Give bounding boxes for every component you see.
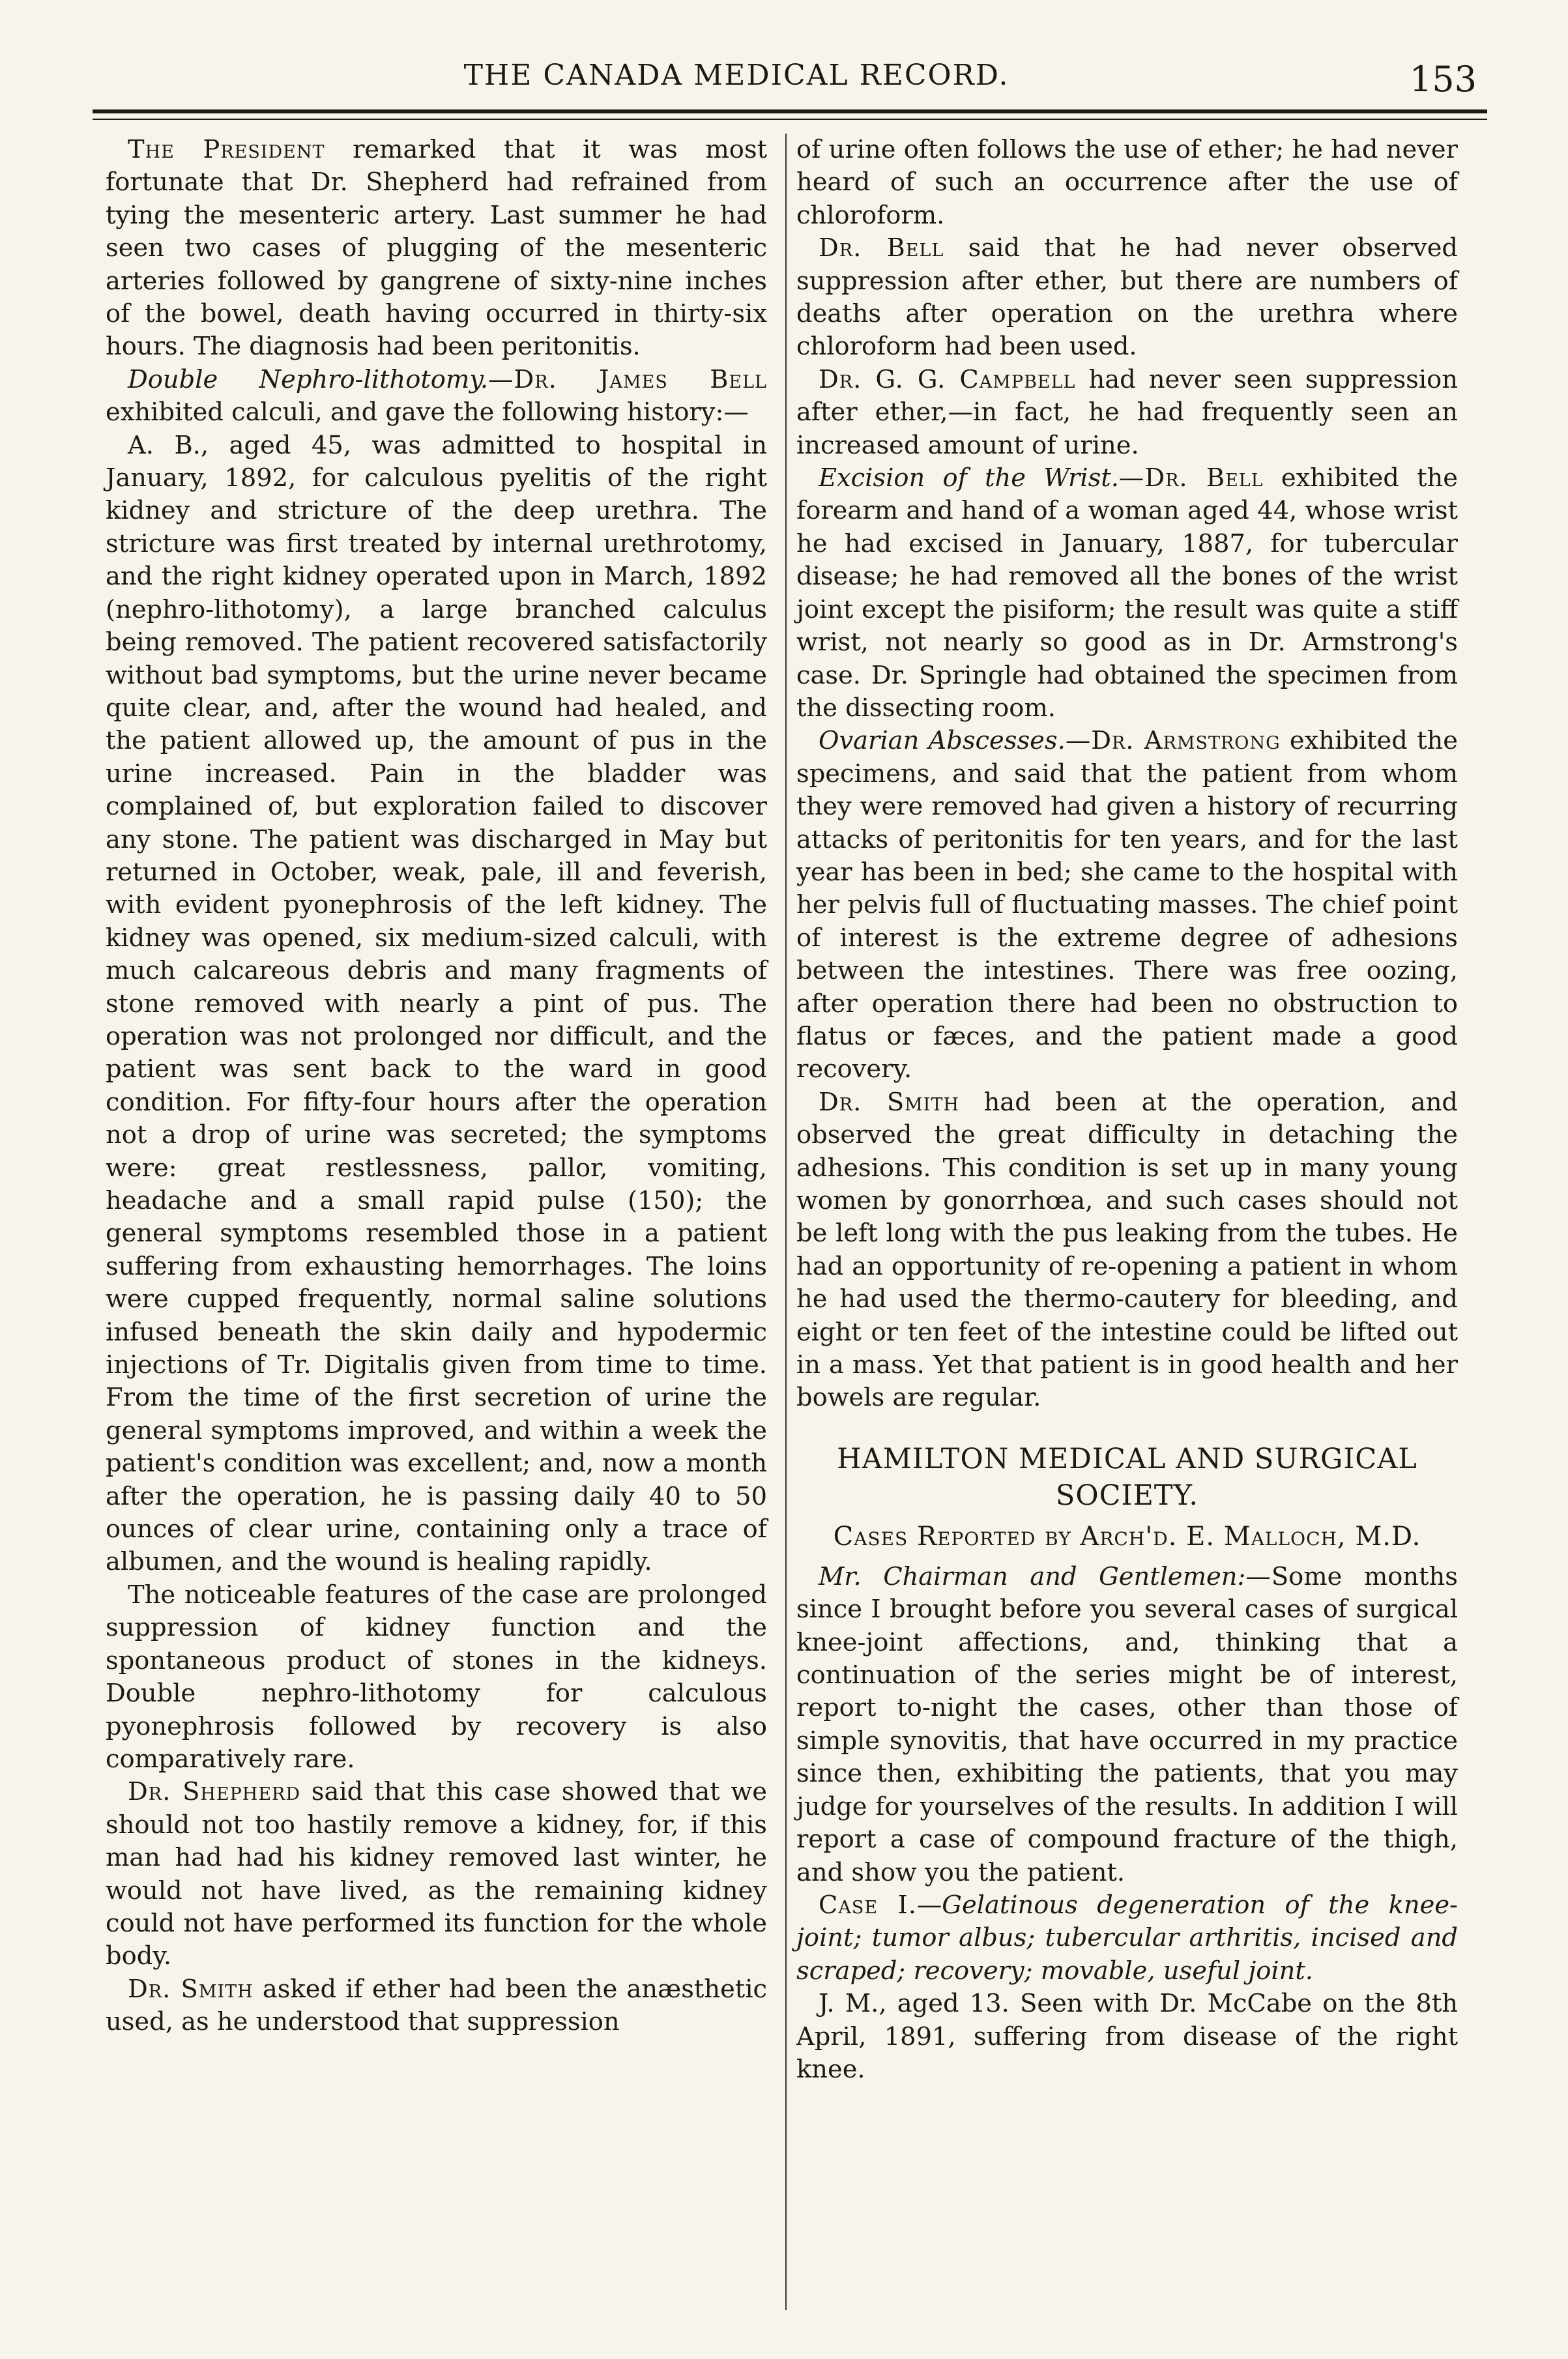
running-head [0, 59, 1568, 111]
paragraph [796, 364, 1458, 462]
paragraph-lead: Dr. Smith [819, 1087, 960, 1117]
society-subtitle: Cases Reported by Arch'd. E. Malloch, M.D. [833, 1521, 1421, 1552]
paragraph-text: said that this case showed that we should not too hastily remove a kidney, for, if this man had had his kidney removed last winter, he would not have lived, as the remaining kidney could not have performed its function for the whole body. [106, 1777, 767, 1971]
paragraph-text: exhibited the forearm and hand of a woman aged 44, whose wrist he had excised in January, 1887, for tubercular disease; he had removed all the bones of the wrist joint except the pisiform; the result was quite a stiff wrist, not nearly so good as in Dr. Armstrong's case. Dr. Springle had obtained the specimen from the dissecting room. [796, 463, 1458, 723]
right-column-proceedings [796, 134, 1458, 1415]
paragraph-lead: Dr. Shepherd [128, 1777, 301, 1807]
paragraph-text: exhibited the specimens, and said that the patient from whom they were removed had given a history of recurring attacks of peritonitis for ten years, and for the last year has been in bed; she came to the hospital with her pelvis full of fluctuating masses. The chief point of interest is the extreme degree of adhesions between the intestines. There was free oozing, after operation there had been no obstruction to flatus or fæces, and the patient made a good recovery. [796, 726, 1458, 1084]
page-number: 153 [1409, 59, 1477, 100]
paragraph [106, 134, 767, 364]
right-column [796, 134, 1458, 2086]
paragraph-lead: The President [128, 135, 325, 164]
column-divider [785, 134, 787, 2310]
header-rule-thick [93, 109, 1487, 113]
paragraph-heading: Ovarian Abscesses. [819, 726, 1066, 756]
paragraph-text: The noticeable features of the case are prolonged suppression of kidney function and the spontaneous product of stones in the kidneys. Double nephro-lithotomy for calculous pyonephrosis followed by recovery is also comparatively rare. [106, 1580, 767, 1774]
paragraph-lead: —Dr. Armstrong [1065, 726, 1281, 756]
society-title: HAMILTON MEDICAL AND SURGICAL SOCIETY. [837, 1442, 1417, 1512]
paragraph-heading: Mr. Chairman and Gentlemen: [819, 1561, 1246, 1591]
paragraph-heading: Excision of the Wrist. [819, 463, 1119, 493]
paragraph [796, 232, 1458, 364]
paragraph [106, 1776, 767, 1973]
paragraph-lead: Dr. Bell [819, 233, 944, 263]
paragraph-lead: —Dr. James Bell [488, 364, 767, 394]
paragraph [796, 1988, 1458, 2086]
paragraph-heading: Double Nephro-lithotomy. [128, 364, 489, 394]
paragraph [106, 1579, 767, 1776]
paragraph-heading: —Gelatinous degeneration of the knee-joint; tumor albus; tubercular arthritis, incised and scraped; recovery; movable, useful joint. [796, 1890, 1459, 1986]
left-column [106, 134, 767, 2039]
paragraph [796, 134, 1458, 232]
paragraph-lead: —Dr. Bell [1118, 463, 1264, 493]
paragraph-lead: Case I. [819, 1890, 917, 1920]
paragraph-text: J. M., aged 13. Seen with Dr. McCabe on the 8th April, 1891, suffering from disease of the right knee. [796, 1989, 1458, 2084]
paragraph-text: A. B., aged 45, was admitted to hospital in January, 1892, for calculous pyelitis of the right kidney and stricture of the deep urethra. The stricture was first treated by internal urethrotomy, and the right kidney operated upon in March, 1892 (nephro-lithotomy), a large branched calculus being removed. The patient recovered satisfactorily without bad symptoms, but the urine never became quite clear, and, after the wound had healed, and the patient allowed up, the amount of pus in the urine increased. Pain in the bladder was complained of, but exploration failed to discover any stone. The patient was discharged in May but returned in October, weak, pale, ill and feverish, with evident pyonephrosis of the left kidney. The kidney was opened, six medium-sized calculi, with much calcareous debris and many fragments of stone removed with nearly a pint of pus. The operation was not prolonged nor difficult, and the patient was sent back to the ward in good condition. For fifty-four hours after the operation not a drop of urine was secreted; the symptoms were: great restlessness, pallor, vomiting, headache and a small rapid pulse (150); the general symptoms resembled those in a patient suffering from exhausting hemorrhages. The loins were cupped frequently, normal saline solutions infused beneath the skin daily and hypodermic injections of Tr. Digitalis given from time to time. From the time of the first secretion of urine the general symptoms improved, and within a week the patient's condition was excellent; and, now a month after the operation, he is passing daily 40 to 50 ounces of clear urine, containing only a trace of albumen, and the wound is healing rapidly. [106, 430, 767, 1577]
paragraph-text: said that he had never observed suppression after ether, but there are numbers of deaths after operation on the urethra where chloroform had been used. [796, 233, 1458, 362]
paragraph-text: had never seen suppression after ether,—in fact, he had frequently seen an increased amount of urine. [796, 364, 1458, 460]
paragraph-text: asked if ether had been the anæsthetic used, as he understood that suppression [106, 1974, 767, 2037]
paragraph-text: of urine often follows the use of ether; he had never heard of such an occurrence after the use of chloroform. [796, 135, 1458, 230]
paragraph [106, 429, 767, 1579]
paragraph-lead: Dr. G. G. Campbell [819, 364, 1076, 394]
paragraph-text: Some months since I brought before you several cases of surgical knee-joint affections, and, thinking that a continuation of the series might be of interest, report to-night the cases, other than those of simple synovitis, that have occurred in my practice since then, exhibiting the patients, that you may judge for yourselves of the results. In addition I will report a case of compound fracture of the thigh, and show you the patient. [796, 1561, 1458, 1887]
running-title: THE CANADA MEDICAL RECORD. [463, 59, 1009, 92]
paragraph-lead: — [1245, 1561, 1271, 1591]
paragraph [796, 1086, 1458, 1415]
right-column-report [796, 1561, 1458, 2087]
paragraph-lead: Dr. Smith [128, 1974, 254, 2004]
paragraph [106, 364, 767, 429]
paragraph-text: exhibited calculi, and gave the following history:— [106, 398, 749, 427]
paragraph [796, 1889, 1458, 1988]
paragraph [796, 462, 1458, 725]
paragraph-text: remarked that it was most fortunate that Dr. Shepherd had refrained from tying the mesenteric artery. Last summer he had seen two cases of plugging of the mesenteric arteries followed by gangrene of sixty-nine inches of the bowel, death having occurred in thirty-six hours. The diagnosis had been peritonitis. [106, 135, 767, 362]
paragraph [796, 725, 1458, 1086]
header-rule-thin [93, 119, 1487, 120]
paragraph [796, 1561, 1458, 1889]
paragraph [106, 1973, 767, 2039]
paragraph-text: had been at the operation, and observed the great difficulty in detaching the adhesions. This condition is set up in many young women by gonorrhœa, and such cases should not be left long with the pus leaking from the tubes. He had an opportunity of re-opening a patient in whom he had used the thermo-cautery for bleeding, and eight or ten feet of the intestine could be lifted out in a mass. Yet that patient is in good health and her bowels are regular. [796, 1087, 1458, 1413]
